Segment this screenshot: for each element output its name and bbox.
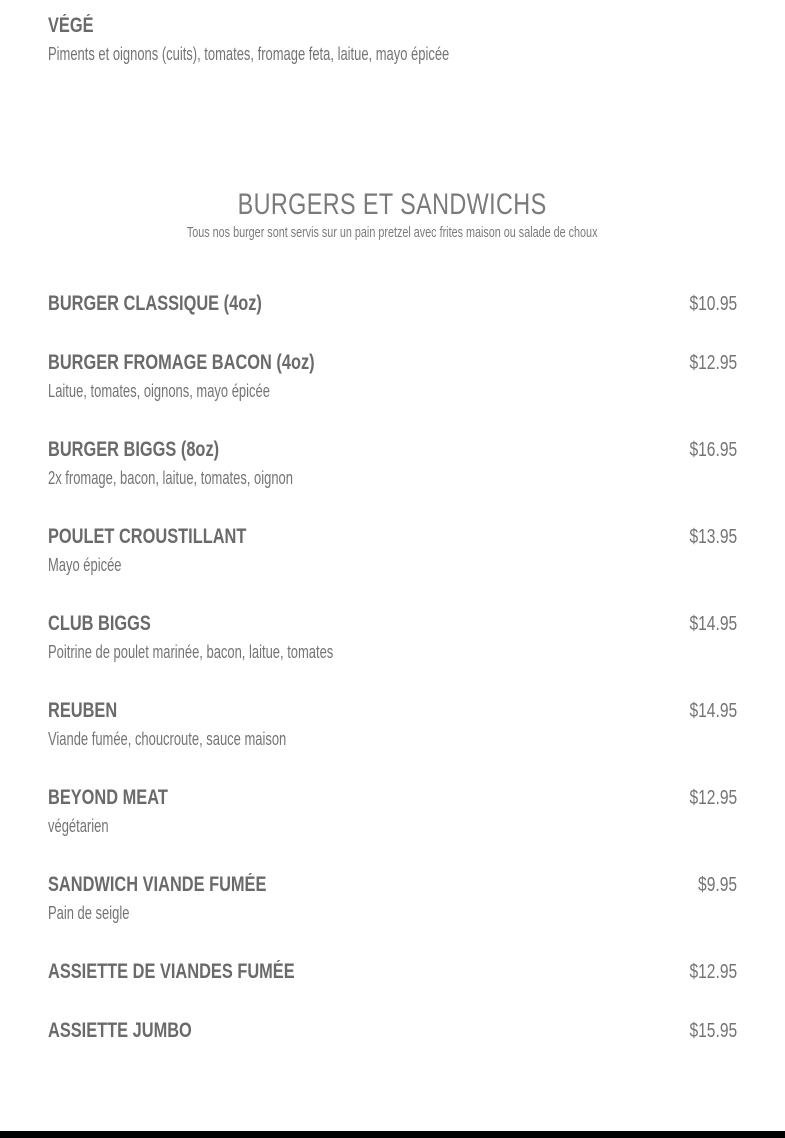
menu-item-price: $9.95	[697, 874, 737, 896]
menu-item-price: $15.95	[689, 1020, 737, 1042]
menu-item	[48, 610, 737, 697]
menu-item-price: $13.95	[689, 526, 737, 548]
menu-item-name: VÉGÉ	[48, 14, 94, 37]
menu-item-description: Pain de seigle	[48, 903, 130, 923]
menu-item	[48, 871, 737, 958]
menu-item	[48, 290, 737, 349]
menu-item-name: BURGER FROMAGE BACON (4oz)	[48, 351, 315, 374]
section-subtitle: Tous nos burger sont servis sur un pain pretzel avec frites maison ou salade de choux	[187, 224, 598, 241]
menu-item-name: BURGER BIGGS (8oz)	[48, 438, 220, 461]
menu-item-price: $12.95	[689, 787, 737, 809]
menu-item-description: 2x fromage, bacon, laitue, tomates, oignon	[48, 468, 293, 488]
menu-item	[48, 784, 737, 871]
menu-item-name: ASSIETTE JUMBO	[48, 1019, 192, 1042]
menu-item-price: $14.95	[689, 700, 737, 722]
menu-item-description: Mayo épicée	[48, 555, 122, 575]
menu-item-vege	[48, 12, 605, 68]
menu-item-price: $12.95	[689, 352, 737, 374]
menu-item-description: végétarien	[48, 816, 109, 836]
menu-item-description: Laitue, tomates, oignons, mayo épicée	[48, 381, 270, 401]
menu-item-name: ASSIETTE DE VIANDES FUMÉE	[48, 960, 295, 983]
menu-item-price: $14.95	[689, 613, 737, 635]
menu-item	[48, 697, 737, 784]
menu-item	[48, 1017, 737, 1076]
bottom-divider-bar	[0, 1131, 785, 1138]
menu-item	[48, 436, 737, 523]
menu-item-name: REUBEN	[48, 699, 118, 722]
menu-item-name: POULET CROUSTILLANT	[48, 525, 247, 548]
menu-item-description: Piments et oignons (cuits), tomates, fromage feta, laitue, mayo épicée	[48, 44, 450, 64]
menu-item-price: $10.95	[689, 293, 737, 315]
section-header	[0, 186, 785, 242]
menu-item-name: CLUB BIGGS	[48, 612, 151, 635]
menu-item-name: BEYOND MEAT	[48, 786, 168, 809]
menu-item	[48, 523, 737, 610]
menu-item-price: $12.95	[689, 961, 737, 983]
section-title: BURGERS ET SANDWICHS	[237, 188, 547, 221]
menu-item-description: Viande fumée, choucroute, sauce maison	[48, 729, 287, 749]
menu-item-name: SANDWICH VIANDE FUMÉE	[48, 873, 267, 896]
menu-item	[48, 349, 737, 436]
menu-item-price: $16.95	[689, 439, 737, 461]
menu-item-name: BURGER CLASSIQUE (4oz)	[48, 292, 262, 315]
menu-item	[48, 958, 737, 1017]
menu-item-description: Poitrine de poulet marinée, bacon, laitue, tomates	[48, 642, 334, 662]
menu-list	[48, 290, 737, 1076]
